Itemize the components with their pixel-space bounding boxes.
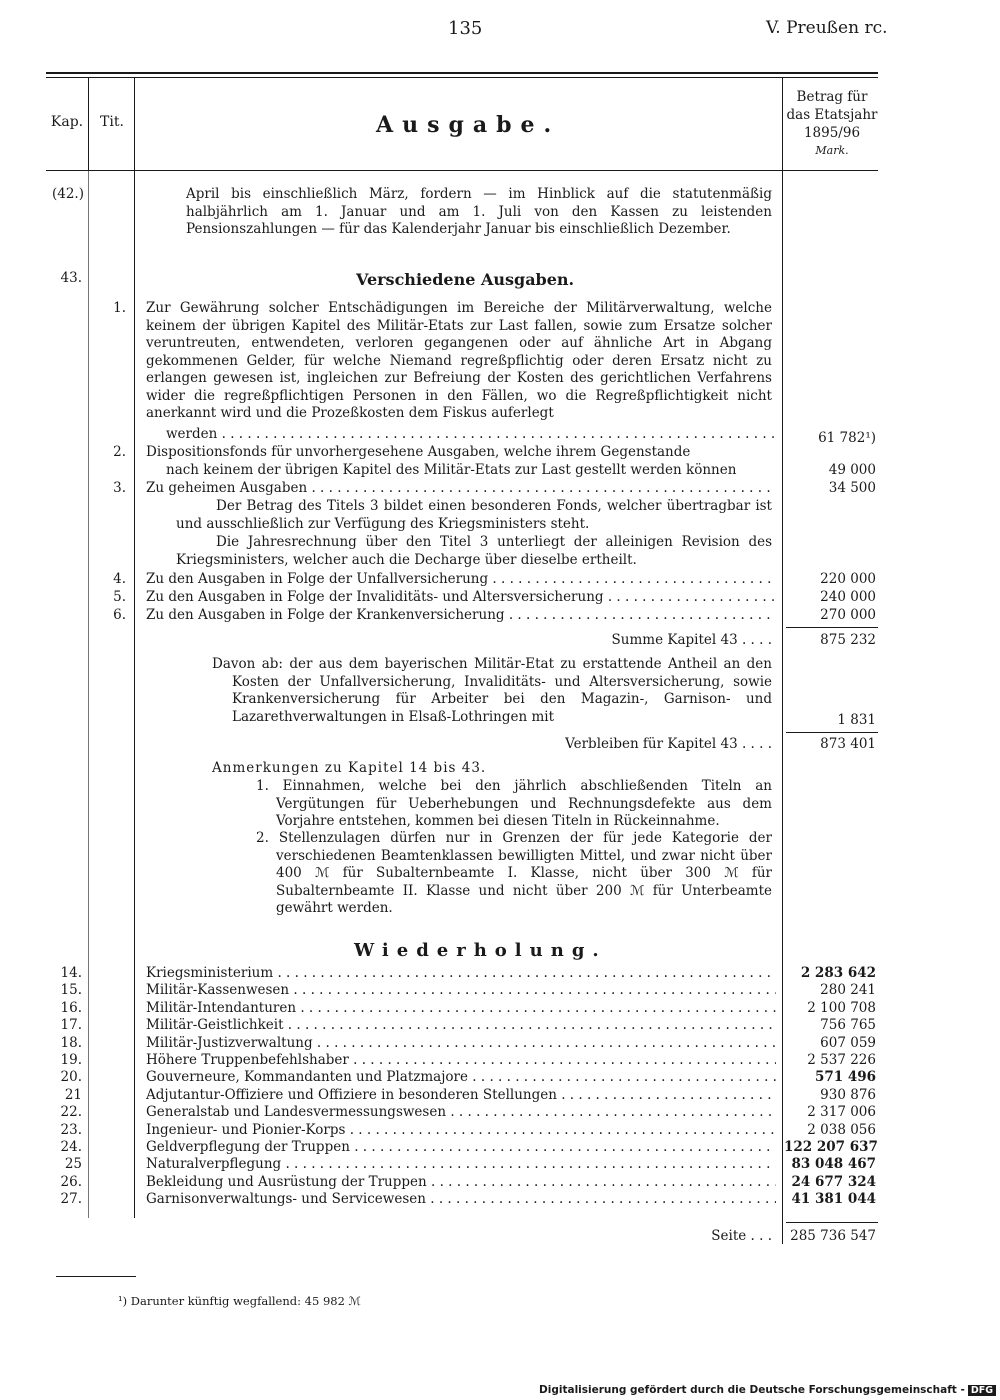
tit3-note-2: Die Jahresrechnung über den Titel 3 unterliegt der alleinigen Revision des Kriegsministers, welcher auch die Decharge über dieselbe ertheilt.: [176, 534, 772, 568]
tit2-line-2: nach keinem der übrigen Kapitel des Militär-Etats zur Last gestellt werden können: [166, 462, 737, 478]
wiederholung-amount: 24 677 324: [791, 1173, 876, 1190]
betrag-line-2: das Etatsjahr: [786, 107, 878, 123]
wiederholung-kap: 20.: [60, 1069, 82, 1086]
tit6-amount: 270 000: [820, 607, 876, 623]
seite-label: Seite . . .: [711, 1228, 772, 1244]
top-rule-thick: [46, 72, 878, 74]
verbleiben-label: Verbleiben für Kapitel 43 . . . .: [565, 736, 772, 752]
wiederholung-kap: 27.: [60, 1191, 82, 1208]
tit5-text: Zu den Ausgaben in Folge der Invaliditäts- und Altersversicherung . . .: [146, 588, 776, 606]
sum43-rule: [786, 627, 878, 628]
wiederholung-amount: 2 317 006: [807, 1104, 876, 1121]
wiederholung-label: Naturalverpflegung . . .: [146, 1155, 776, 1173]
tit4-amount: 220 000: [820, 571, 876, 587]
summe-kap43-amount: 875 232: [820, 632, 876, 648]
wiederholung-row: [0, 1103, 1000, 1121]
wiederholung-amount: 122 207 637: [784, 1139, 878, 1155]
col-header-betrag: [784, 88, 880, 160]
davon-text: Davon ab: der aus dem bayerischen Militär-Etat zu erstattende Antheil an den Kosten der Unfallversicherung, Invaliditäts- und Altersversicherung, sowie Krankenversicherung für Arbeiter bei den Magazin-, Garnison- und Lazarethverwaltungen in Elsaß-Lothringen mit: [212, 656, 772, 725]
betrag-line-3: 1895/96: [803, 125, 861, 141]
davon-amount: 1 831: [837, 712, 876, 728]
col-header-tit: Tit.: [100, 114, 124, 130]
wiederholung-amount: 83 048 467: [791, 1156, 876, 1173]
wiederholung-row: [0, 999, 1000, 1017]
tit2-amount: 49 000: [828, 462, 876, 478]
tit1-number: 1.: [113, 300, 126, 316]
wiederholung-kap: 14.: [60, 965, 82, 981]
tit2-number: 2.: [113, 444, 126, 460]
wiederholung-row: [0, 1051, 1000, 1069]
kap43-title: Verschiedene Ausgaben.: [356, 270, 575, 289]
wiederholung-kap: 18.: [60, 1034, 82, 1051]
wiederholung-label: Bekleidung und Ausrüstung der Truppen . . .: [146, 1173, 776, 1191]
wiederholung-label: Militär-Intendanturen . . .: [146, 999, 776, 1017]
intro-kap: (42.): [51, 186, 84, 202]
tit2-row-2: [0, 461, 1000, 479]
tit3-note-1: Der Betrag des Titels 3 bildet einen besonderen Fonds, welcher übertragbar ist und ausschließlich zur Verfügung des Kriegsministers steht.: [176, 498, 772, 532]
footnote-rule: [56, 1276, 136, 1277]
anmerkungen-note-2: 2. Stellenzulagen dürfen nur in Grenzen der für jede Kategorie der verschiedenen Beamtenklassen bewilligten Mittel, und zwar nicht über 400 ℳ für Subalternbeamte I. Klasse, nicht über 300 ℳ für Subalternbeamte II. Klasse und nicht über 200 ℳ für Unterbeamte gewährt werden.: [256, 830, 772, 916]
wiederholung-label: Militär-Kassenwesen . . .: [146, 981, 776, 999]
wiederholung-amount: 756 765: [820, 1017, 876, 1034]
wiederholung-row: [0, 1086, 1000, 1104]
wiederholung-row: [0, 1068, 1000, 1086]
tit3-amount: 34 500: [828, 480, 876, 496]
wiederholung-amount: 2 038 056: [807, 1121, 876, 1138]
seite-amount: 285 736 547: [790, 1228, 876, 1244]
tit5-row: [0, 588, 1000, 606]
wiederholung-label: Ingenieur- und Pionier-Korps . . .: [146, 1121, 776, 1139]
wiederholung-amount: 2 537 226: [807, 1052, 876, 1068]
wiederholung-kap: 26.: [60, 1173, 82, 1190]
tit6-text: Zu den Ausgaben in Folge der Krankenversicherung . . .: [146, 606, 776, 624]
col-header-ausgabe: Ausgabe.: [376, 112, 561, 138]
wiederholung-kap: 21: [64, 1086, 82, 1103]
wiederholung-row: [0, 1016, 1000, 1034]
wiederholung-kap: 17.: [60, 1017, 82, 1034]
top-rule-thin: [46, 77, 878, 78]
tit4-row: [0, 570, 1000, 588]
dfg-logo: DFG: [968, 1385, 996, 1396]
tit3-number: 3.: [113, 480, 126, 496]
tit5-number: 5.: [113, 589, 126, 605]
tit6-number: 6.: [113, 607, 126, 623]
wiederholung-amount: 2 283 642: [800, 965, 876, 981]
wiederholung-amount: 930 876: [820, 1086, 876, 1103]
wiederholung-amount: 607 059: [820, 1034, 876, 1051]
wiederholung-amount: 571 496: [814, 1069, 876, 1086]
betrag-unit: Mark.: [815, 144, 849, 157]
wiederholung-title: Wiederholung.: [354, 940, 607, 961]
wiederholung-label: Militär-Geistlichkeit . . .: [146, 1016, 776, 1034]
wiederholung-amount: 280 241: [820, 982, 876, 999]
wiederholung-amount: 2 100 708: [807, 999, 876, 1016]
dfg-footer: [539, 1384, 996, 1396]
betrag-line-1: Betrag für: [796, 89, 868, 105]
tit1-amount: 61 782¹): [818, 430, 876, 446]
wiederholung-kap: 15.: [60, 982, 82, 999]
wiederholung-row: [0, 1173, 1000, 1191]
tit2-line-1: Dispositionsfonds für unvorhergesehene Ausgaben, welche ihrem Gegenstande: [146, 444, 691, 460]
wiederholung-row: [0, 964, 1000, 982]
tit1-text: Zur Gewährung solcher Entschädigungen im Bereiche der Militärverwaltung, welche keinem der übrigen Kapitel des Militär-Etats zur Last fallen, sowie zum Ersatze solcher veruntreuten, entwendeten, verloren gegangenen oder auf ähnliche Art in Abgang gekommenen Gelder, für welche Niemand regreßpflichtig oder deren Ersatz nicht zu erlangen gewesen ist, ingleichen zur Befreiung der Kosten des gerichtlichen Verfahrens wider die regreßpflichtigen Personen in den Fällen, wo die Regreßpflichtigkeit nicht anerkannt wird und die Prozeßkosten dem Fiskus auferlegt: [146, 300, 772, 421]
wiederholung-kap: 22.: [60, 1104, 82, 1121]
wiederholung-row: [0, 1138, 1000, 1156]
tit3-row: [0, 479, 1000, 497]
footnote: ¹) Darunter künftig wegfallend: 45 982 ℳ: [118, 1294, 361, 1308]
tit2-row-1: [0, 443, 1000, 461]
page-number: 135: [448, 18, 483, 39]
tit6-row: [0, 606, 1000, 624]
wiederholung-kap: 25: [64, 1156, 82, 1173]
tit3-text: Zu geheimen Ausgaben . . .: [146, 479, 776, 497]
wiederholung-kap: 24.: [60, 1139, 82, 1155]
wiederholung-row: [0, 1034, 1000, 1052]
running-title: V. Preußen rc.: [766, 18, 888, 38]
wiederholung-label: Geldverpflegung der Truppen . . .: [146, 1138, 776, 1156]
col-header-kap: Kap.: [50, 114, 84, 130]
wiederholung-amount: 41 381 044: [791, 1191, 876, 1208]
wiederholung-label: Gouverneure, Kommandanten und Platzmajore . . .: [146, 1068, 776, 1086]
tit4-text: Zu den Ausgaben in Folge der Unfallversicherung . . .: [146, 570, 776, 588]
tit1-last-line: werden . . .: [166, 425, 776, 443]
wiederholung-label: Garnisonverwaltungs- und Servicewesen . . .: [146, 1190, 776, 1208]
tit5-amount: 240 000: [820, 589, 876, 605]
wiederholung-label: Kriegsministerium . . .: [146, 964, 776, 982]
intro-text: April bis einschließlich März, fordern — im Hinblick auf die statutenmäßig halbjährlich am 1. Januar und am 1. Juli von den Kassen zu leistenden Pensionszahlungen — für das Kalenderjahr Januar bis einschließlich Dezember.: [186, 186, 772, 237]
dfg-footer-text: Digitalisierung gefördert durch die Deutsche Forschungsgemeinschaft -: [539, 1384, 965, 1396]
anmerkungen-note-1: 1. Einnahmen, welche bei den jährlich abschließenden Titeln an Vergütungen für Ueberhebungen und Rechnungsdefekte aus dem Vorjahre entstehen, kommen bei diesen Titeln in Rückeinnahme.: [256, 778, 772, 829]
wiederholung-sum-rule: [786, 1222, 878, 1223]
tit4-number: 4.: [113, 571, 126, 587]
wiederholung-label: Militär-Justizverwaltung . . .: [146, 1034, 776, 1052]
wiederholung-row: [0, 1155, 1000, 1173]
wiederholung-label: Höhere Truppenbefehlshaber . . .: [146, 1051, 776, 1069]
wiederholung-kap: 16.: [60, 999, 82, 1016]
kap43-number: 43.: [60, 270, 82, 286]
davon-rule: [786, 732, 878, 733]
wiederholung-kap: 23.: [60, 1121, 82, 1138]
wiederholung-kap: 19.: [60, 1052, 82, 1068]
tit1-last-row: [0, 425, 1000, 446]
wiederholung-label: Generalstab und Landesvermessungswesen . . .: [146, 1103, 776, 1121]
col-divider-kap: [88, 78, 89, 170]
anmerkungen-title: Anmerkungen zu Kapitel 14 bis 43.: [212, 760, 487, 776]
header-bottom-rule: [46, 170, 878, 171]
wiederholung-row: [0, 981, 1000, 999]
wiederholung-label: Adjutantur-Offiziere und Offiziere in besonderen Stellungen . . .: [146, 1086, 776, 1104]
verbleiben-amount: 873 401: [820, 736, 876, 752]
summe-kap43-label: Summe Kapitel 43 . . . .: [611, 632, 772, 648]
wiederholung-row: [0, 1190, 1000, 1208]
wiederholung-row: [0, 1121, 1000, 1139]
